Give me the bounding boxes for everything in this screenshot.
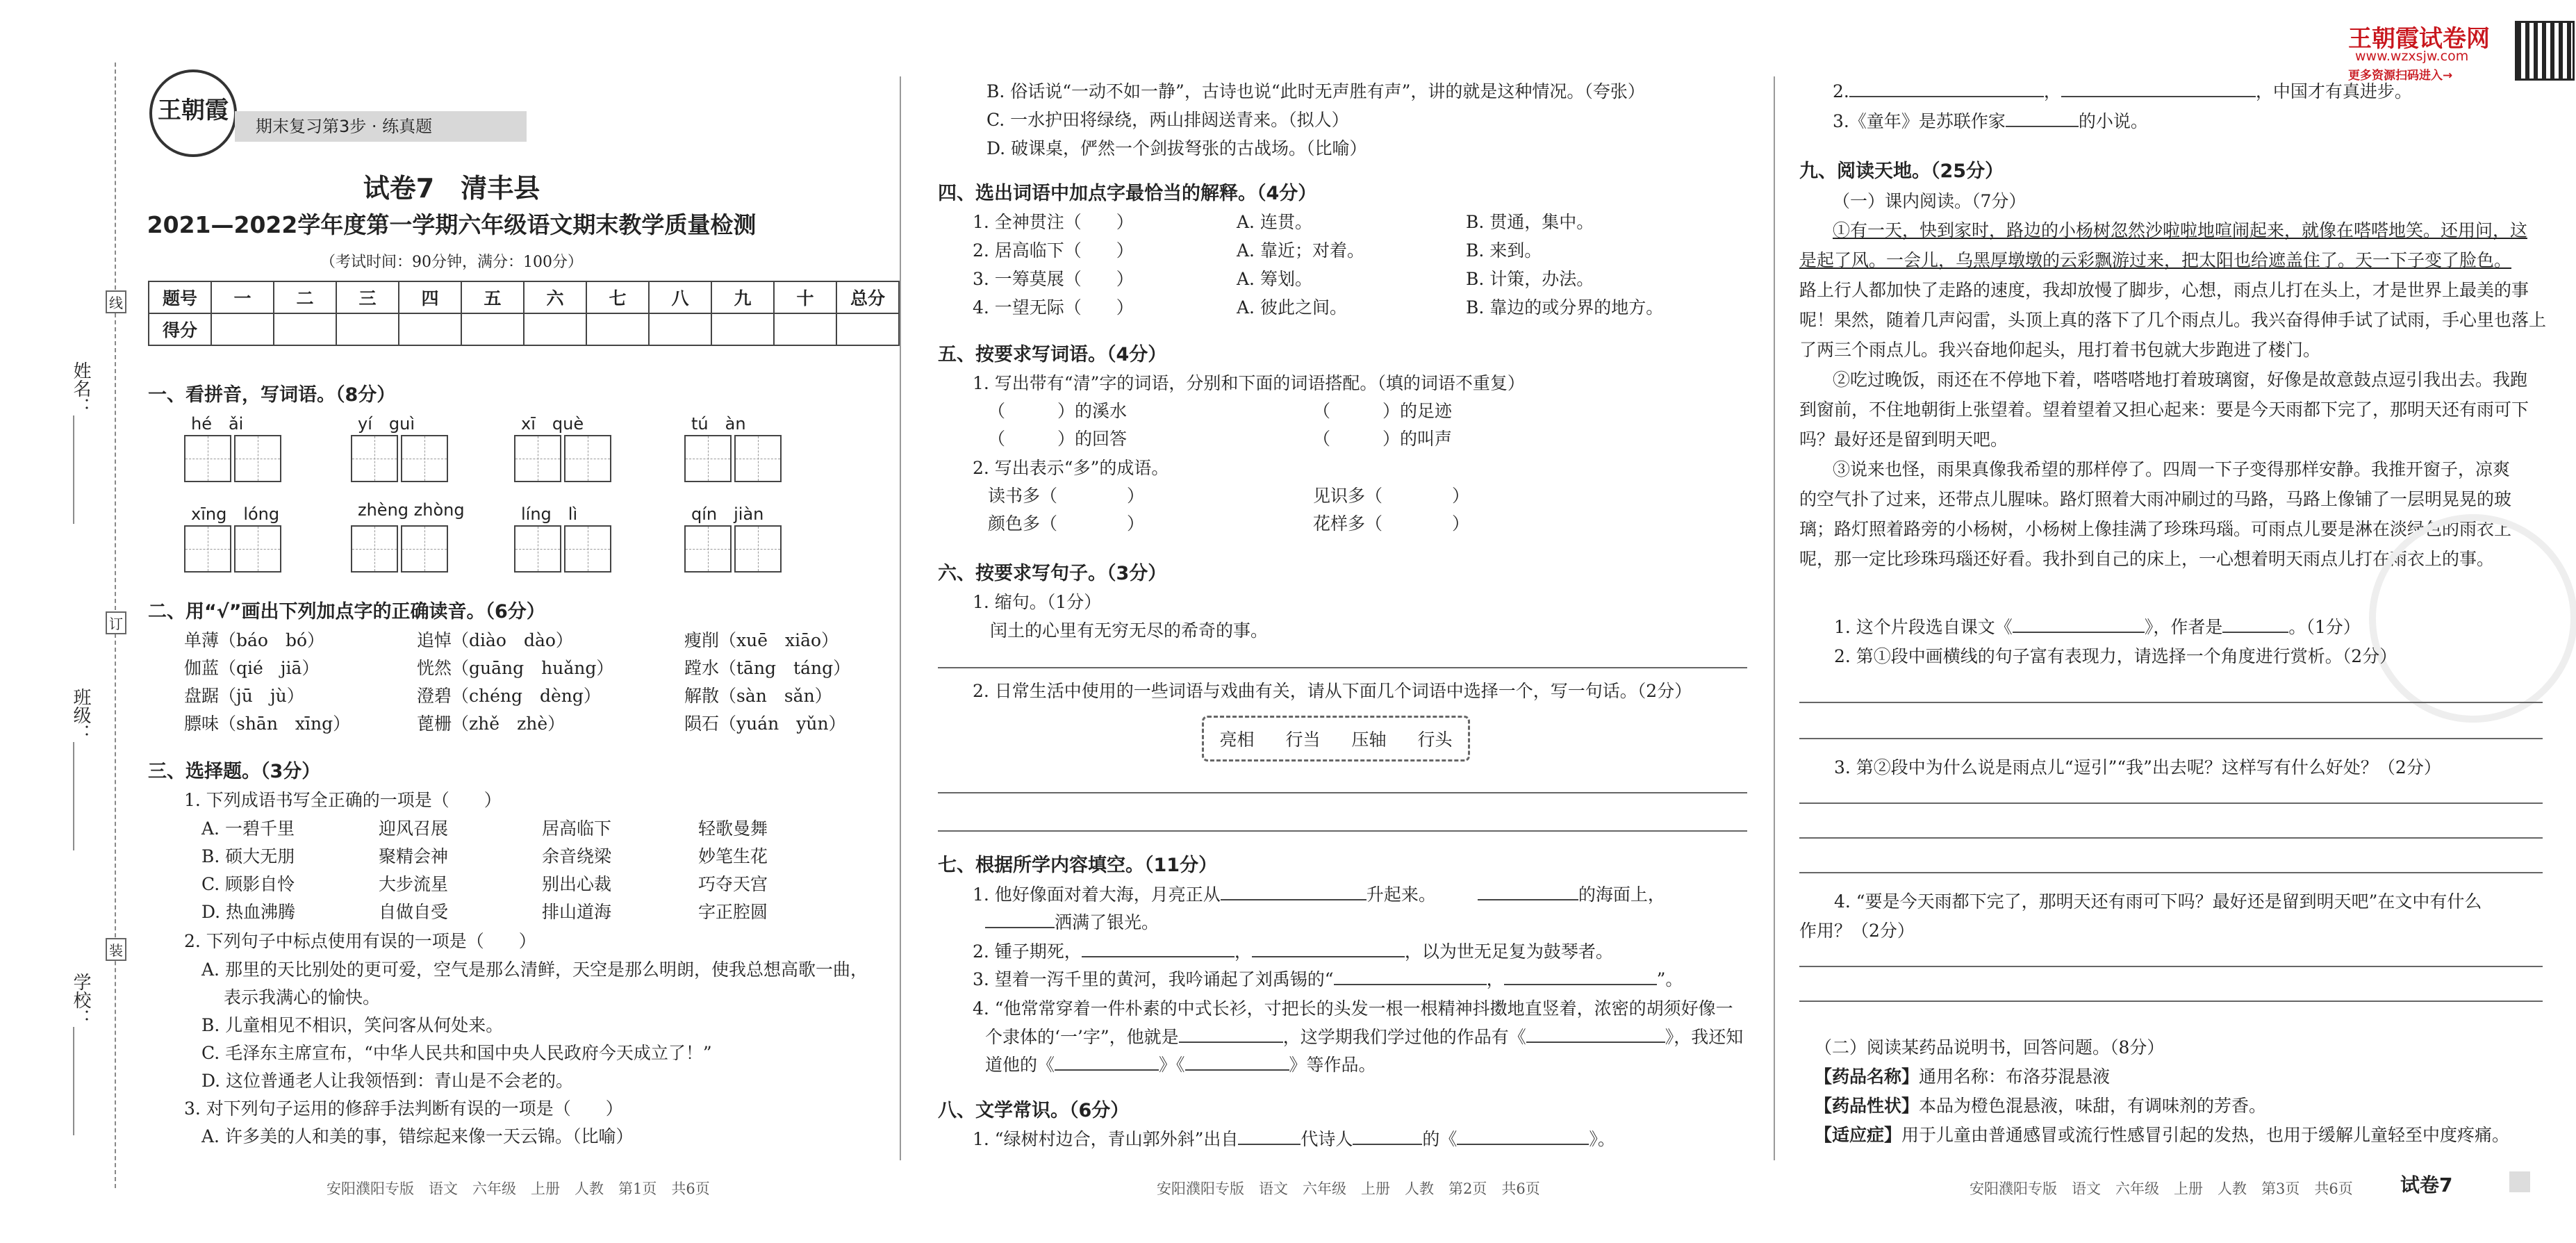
exam-info: （考试时间：90分钟，满分：100分） (320, 254, 583, 271)
answer-line[interactable] (1799, 872, 2543, 873)
question-5-2: 2. 写出表示“多”的成语。 (973, 458, 1169, 478)
explanation-option: A. 连贯。 (1237, 212, 1312, 232)
explanation-option: B. 来到。 (1466, 240, 1542, 261)
corner-block (2509, 1171, 2530, 1192)
word-blank[interactable]: （ ）的回答 (988, 429, 1128, 449)
question-3-1: 1. 下列成语书写全正确的一项是（ ） (184, 790, 502, 810)
explanation-option: A. 彼此之间。 (1237, 297, 1347, 318)
name-field[interactable]: 姓名：＿＿＿＿＿＿ (70, 361, 91, 524)
qr-code-icon[interactable] (2515, 21, 2575, 81)
explanation-option[interactable]: 3. 一筹莫展（ ） (973, 269, 1134, 289)
reading-option[interactable]: 恍然（guāng huǎng） (417, 658, 614, 678)
answer-line[interactable] (1799, 1001, 2543, 1002)
pinyin-label: tú àn (691, 414, 746, 434)
reading-option[interactable]: 膘味（shān xīng） (184, 714, 351, 734)
score-input-cell[interactable] (836, 313, 899, 345)
page-2 (903, 0, 1772, 1243)
watermark-seal (2369, 514, 2576, 723)
score-input-cell[interactable] (711, 313, 774, 345)
section-6-title: 六、按要求写句子。（3分） (938, 563, 1167, 584)
idiom-option: A. 一碧千里 (201, 818, 295, 839)
word-item: 行当 (1285, 730, 1321, 750)
page-footer: 安阳濮阳专版 语文 六年级 上册 人教 第3页 共6页 (1970, 1180, 2353, 1197)
paper-tag: 试卷7 (2400, 1174, 2453, 1196)
idiom-option: 居高临下 (542, 818, 612, 839)
question-7-2: 2. 锺子期死， ， ，以为世无足复为鼓琴者。 (973, 938, 1613, 966)
question-9-2: 2. 第①段中画横线的句子富有表现力，请选择一个角度进行赏析。（2分） (1834, 646, 2397, 666)
brand-url[interactable]: www.wzxsjw.com (2355, 49, 2469, 64)
answer-line[interactable] (1799, 837, 2543, 839)
passage-line: 璃；路灯照着路旁的小杨树，小杨树上像挂满了珍珠玛瑙。可雨点儿要是淋在淡绿色的雨衣上 (1799, 519, 2512, 539)
passage-line: ③说来也怪，雨果真像我希望的那样停了。四周一下子变得那样安静。我推开窗子，凉爽 (1833, 459, 2511, 479)
score-header-cell: 八 (649, 281, 711, 313)
passage-line: 了两三个雨点儿。我兴奋地仰起头，甩打着书包就大步跑进了楼门。 (1799, 340, 2321, 360)
reading-option[interactable]: 追悼（diào dào） (417, 630, 573, 650)
binding-mark: 订 (106, 611, 126, 634)
subsection-2: （二）阅读某药品说明书，回答问题。（8分） (1815, 1037, 2165, 1057)
question-8-2: 2. ， ，中国才有真进步。 (1833, 78, 2412, 106)
answer-line[interactable] (1799, 738, 2543, 739)
score-input-cell[interactable] (649, 313, 711, 345)
answer-line[interactable] (938, 667, 1747, 668)
option-d: D. 这位普通老人让我领悟到：青山是不会老的。 (201, 1071, 574, 1091)
write-box[interactable] (351, 435, 451, 485)
score-input-cell[interactable] (336, 313, 399, 345)
subsection-1: （一）课内阅读。（7分） (1833, 191, 2026, 211)
section-8-title: 八、文学常识。（6分） (938, 1100, 1130, 1121)
option-a: A. 那里的天比别处的更可爱，空气是那么清鲜，天空是那么明朗，使我总想高歌一曲， (201, 960, 868, 980)
word-item: 行头 (1417, 730, 1453, 750)
pinyin-label: xī què (521, 414, 584, 434)
passage-line: 吗？最好还是留到明天吧。 (1799, 429, 2008, 450)
brand-tagline: 更多资源扫码进入→ (2348, 69, 2453, 83)
sentence-6-1: 闰土的心里有无穷无尽的希奇的事。 (990, 620, 1269, 641)
question-3-3: 3. 对下列句子运用的修辞手法判断有误的一项是（ ） (184, 1098, 623, 1119)
idiom-option: 大步流星 (379, 874, 449, 894)
score-input-cell[interactable] (524, 313, 586, 345)
score-input-cell[interactable] (774, 313, 836, 345)
word-blank[interactable]: （ ）的足迹 (1313, 401, 1453, 421)
question-7-1-cont: 洒满了银光。 (985, 909, 1159, 937)
binding-mark: 线 (106, 290, 126, 313)
idiom-option: 字正腔圆 (698, 902, 768, 922)
explanation-option: B. 靠边的或分界的地方。 (1466, 297, 1664, 318)
score-header-cell: 二 (274, 281, 336, 313)
idiom-option: 妙笔生花 (698, 846, 768, 866)
write-box[interactable] (184, 525, 284, 575)
explanation-option: B. 计策，办法。 (1466, 269, 1594, 289)
section-9-title: 九、阅读天地。（25分） (1799, 160, 2004, 182)
write-box[interactable] (184, 435, 284, 485)
idiom-option: C. 顾影自怜 (201, 874, 295, 894)
question-9-3: 3. 第②段中为什么说是雨点儿“逗引”“我”出去呢？这样写有什么好处？（2分） (1834, 757, 2441, 777)
reading-option[interactable]: 伽蓝（qié jiā） (184, 658, 320, 678)
word-box (1202, 716, 1470, 762)
medicine-name: 【药品名称】通用名称：布洛芬混悬液 (1815, 1067, 2111, 1087)
page-footer: 安阳濮阳专版 语文 六年级 上册 人教 第2页 共6页 (1157, 1180, 1540, 1197)
write-box[interactable] (684, 435, 784, 485)
reading-option[interactable]: 单薄（báo bó） (184, 630, 325, 650)
idiom-option: 余音绕梁 (542, 846, 612, 866)
section-7-title: 七、根据所学内容填空。（11分） (938, 855, 1218, 876)
idiom-option: 自做自受 (379, 902, 449, 922)
section-2-title: 二、用“√”画出下列加点字的正确读音。（6分） (148, 601, 545, 623)
score-input-cell[interactable] (211, 313, 274, 345)
brand-logo: 王朝霞 (149, 69, 237, 157)
option-a: A. 许多美的人和美的事，错综起来像一天云锦。（比喻） (201, 1126, 634, 1146)
passage-line: 路上行人都加快了走路的速度，我却放慢了脚步，心想，雨点儿打在头上，才是世界上最美的事 (1799, 280, 2529, 300)
option-a-cont: 表示我满心的愉快。 (224, 987, 381, 1007)
question-7-3: 3. 望着一泻千里的黄河，我吟诵起了刘禹锡的“ ， ”。 (973, 966, 1683, 994)
idiom-option: 轻歌曼舞 (698, 818, 768, 839)
passage-line: 的空气扑了过来，还带点儿腥味。路灯照着大雨冲刷过的马路，马路上像铺了一层明晃晃的玻 (1799, 489, 2512, 509)
pinyin-label: qín jiàn (691, 504, 764, 524)
explanation-option: B. 贯通，集中。 (1466, 212, 1594, 232)
brand-name: 王朝霞试卷网 (2348, 25, 2490, 53)
score-header-cell: 六 (524, 281, 586, 313)
reading-option[interactable]: 蓖栅（zhě zhè） (417, 714, 565, 734)
answer-line[interactable] (1799, 802, 2543, 804)
score-header-cell: 题号 (149, 281, 211, 313)
word-blank[interactable]: （ ）的叫声 (1313, 429, 1453, 449)
score-header-cell: 总分 (836, 281, 899, 313)
passage-line: ①有一天，快到家时，路边的小杨树忽然沙啦啦地喧闹起来，就像在嗒嗒地笑。还用问，这 (1833, 220, 2528, 240)
section-4-title: 四、选出词语中加点字最恰当的解释。（4分） (938, 183, 1317, 204)
question-7-4-cont: 个隶体的‘一’字”，他就是 ，这学期我们学过他的作品有《 》，我还知 (985, 1023, 1743, 1051)
step-banner: 期末复习第3步 · 练真题 (235, 111, 527, 142)
school-field[interactable]: 学校：＿＿＿＿＿＿ (70, 973, 91, 1135)
page-divider (900, 76, 901, 1160)
idiom-option: 排山道海 (542, 902, 612, 922)
score-input-cell[interactable] (461, 313, 524, 345)
question-9-4-cont: 作用？（2分） (1799, 921, 1915, 941)
exam-subtitle: 2021—2022学年度第一学期六年级语文期末教学质量检测 (147, 211, 757, 238)
answer-line[interactable] (1799, 966, 2543, 967)
question-8-1: 1. “绿树村边合，青山郭外斜”出自 代诗人 的《 》。 (973, 1126, 1615, 1153)
page-3 (1772, 0, 2576, 1243)
question-7-4-cont: 道他的《 》《 》等作品。 (985, 1051, 1376, 1079)
write-box[interactable] (351, 525, 451, 575)
section-3-title: 三、选择题。（3分） (148, 761, 321, 782)
idiom-blank[interactable]: 颜色多（ ） (988, 513, 1145, 534)
idiom-blank[interactable]: 读书多（ ） (988, 486, 1145, 506)
idiom-option: 聚精会神 (379, 846, 449, 866)
score-header-cell: 七 (586, 281, 649, 313)
reading-option[interactable]: 盘踞（jū jù） (184, 686, 304, 706)
passage-line: 到窗前，不住地朝街上张望着。望着望着又担心起来：要是今天雨都下完了，那明天还有雨可下 (1799, 400, 2529, 420)
option-b: B. 儿童相见不相识，笑问客从何处来。 (201, 1015, 504, 1035)
score-header-cell: 三 (336, 281, 399, 313)
idiom-option: 巧夺天宫 (698, 874, 768, 894)
explanation-option[interactable]: 2. 居高临下（ ） (973, 240, 1134, 261)
score-table (148, 281, 900, 346)
pinyin-label: hé ǎi (191, 414, 244, 434)
write-box[interactable] (514, 435, 614, 485)
question-7-4: 4. “他常常穿着一件朴素的中式长衫，寸把长的头发一根一根精神抖擞地直竖着，浓密的胡须好像一 (973, 998, 1733, 1019)
answer-line[interactable] (938, 792, 1747, 793)
explanation-option: A. 筹划。 (1237, 269, 1312, 289)
pinyin-label: xīng lóng (191, 504, 280, 524)
question-6-1: 1. 缩句。（1分） (973, 592, 1102, 612)
explanation-option: A. 靠近；对着。 (1237, 240, 1364, 261)
passage-line: 呢！果然，随着几声闷雷，头顶上真的落下了几个雨点儿。我兴奋得伸手试了试雨，手心里也落上 (1799, 310, 2547, 330)
reading-option[interactable]: 解散（sàn sǎn） (684, 686, 832, 706)
word-blank[interactable]: （ ）的溪水 (988, 401, 1128, 421)
option-c: C. 一水护田将绿绕，两山排闼送青来。（拟人） (986, 110, 1349, 130)
reading-option[interactable]: 瘦削（xuē xiāo） (684, 630, 839, 650)
explanation-option[interactable]: 4. 一望无际（ ） (973, 297, 1134, 318)
class-field[interactable]: 班级：＿＿＿＿＿＿ (70, 688, 91, 850)
idiom-blank[interactable]: 见识多（ ） (1313, 486, 1470, 506)
idiom-option: B. 硕大无朋 (201, 846, 295, 866)
pinyin-label: yí guì (358, 414, 415, 434)
question-3-2: 2. 下列句子中标点使用有误的一项是（ ） (184, 931, 536, 951)
idiom-option: 别出心裁 (542, 874, 612, 894)
pinyin-label: zhèng zhòng (358, 500, 465, 520)
medicine-traits: 【药品性状】本品为橙色混悬液，味甜，有调味剂的芳香。 (1815, 1096, 2267, 1116)
reading-option[interactable]: 澄碧（chéng dèng） (417, 686, 601, 706)
idiom-option: D. 热血沸腾 (201, 902, 296, 922)
word-item: 亮相 (1219, 730, 1255, 750)
section-1-title: 一、看拼音，写词语。（8分） (148, 384, 396, 406)
idiom-blank[interactable]: 花样多（ ） (1313, 513, 1470, 534)
page-1 (0, 0, 903, 1243)
option-c: C. 毛泽东主席宣布，“中华人民共和国中央人民政府今天成立了！” (201, 1043, 712, 1063)
passage-line: 呢，那一定比珍珠玛瑙还好看。我扑到自己的床上，一心想着明天雨点儿打在雨衣上的事。 (1799, 549, 2495, 569)
word-item: 压轴 (1351, 730, 1387, 750)
section-5-title: 五、按要求写词语。（4分） (938, 344, 1167, 365)
score-header-cell: 五 (461, 281, 524, 313)
medicine-indication: 【适应症】用于儿童由普通感冒或流行性感冒引起的发热，也用于缓解儿童轻至中度疼痛。 (1815, 1125, 2510, 1145)
score-header-cell: 九 (711, 281, 774, 313)
score-header-cell: 一 (211, 281, 274, 313)
question-6-2: 2. 日常生活中使用的一些词语与戏曲有关，请从下面几个词语中选择一个，写一句话。（2分） (973, 681, 1692, 701)
page-footer: 安阳濮阳专版 语文 六年级 上册 人教 第1页 共6页 (327, 1180, 710, 1197)
reading-option[interactable]: 蹚水（tāng táng） (684, 658, 851, 678)
binding-mark: 装 (106, 938, 126, 961)
passage-line: 是起了风。一会儿，乌黑厚墩墩的云彩飘游过来，把太阳也给遮盖住了。天一下子变了脸色。 (1799, 250, 2512, 270)
explanation-option[interactable]: 1. 全神贯注（ ） (973, 212, 1134, 232)
question-9-4: 4. “要是今天雨都下完了，那明天还有雨可下吗？最好还是留到明天吧”在文中有什么 (1834, 891, 2482, 912)
reading-option[interactable]: 陨石（yuán yǔn） (684, 714, 846, 734)
question-8-3: 3.《童年》是苏联作家 的小说。 (1833, 108, 2148, 135)
passage-line: ②吃过晚饭，雨还在不停地下着，嗒嗒嗒地打着玻璃窗，好像是故意鼓点逗引我出去。我跑 (1833, 370, 2528, 390)
option-b: B. 俗话说“一动不如一静”，古诗也说“此时无声胜有声”，讲的就是这种情况。（夸张） (986, 81, 1645, 101)
score-header-cell: 四 (399, 281, 461, 313)
score-header-cell: 十 (774, 281, 836, 313)
question-9-1: 1. 这个片段选自课文《 》，作者是 。（1分） (1834, 614, 2361, 641)
answer-line[interactable] (938, 830, 1747, 832)
question-7-1: 1. 他好像面对着大海，月亮正从 升起来。 的海面上， (973, 881, 1665, 909)
option-d: D. 破课桌，俨然一个剑拔弩张的古战场。（比喻） (986, 138, 1367, 158)
write-box[interactable] (684, 525, 784, 575)
write-box[interactable] (514, 525, 614, 575)
score-input-cell[interactable] (586, 313, 649, 345)
idiom-option: 迎风召展 (379, 818, 449, 839)
score-label-cell: 得分 (149, 313, 211, 345)
answer-line[interactable] (1799, 702, 2543, 703)
score-input-cell[interactable] (399, 313, 461, 345)
pinyin-label: líng lì (521, 504, 578, 524)
question-5-1: 1. 写出带有“清”字的词语，分别和下面的词语搭配。（填的词语不重复） (973, 373, 1525, 393)
exam-title: 试卷7 清丰县 (363, 173, 540, 204)
score-input-cell[interactable] (274, 313, 336, 345)
